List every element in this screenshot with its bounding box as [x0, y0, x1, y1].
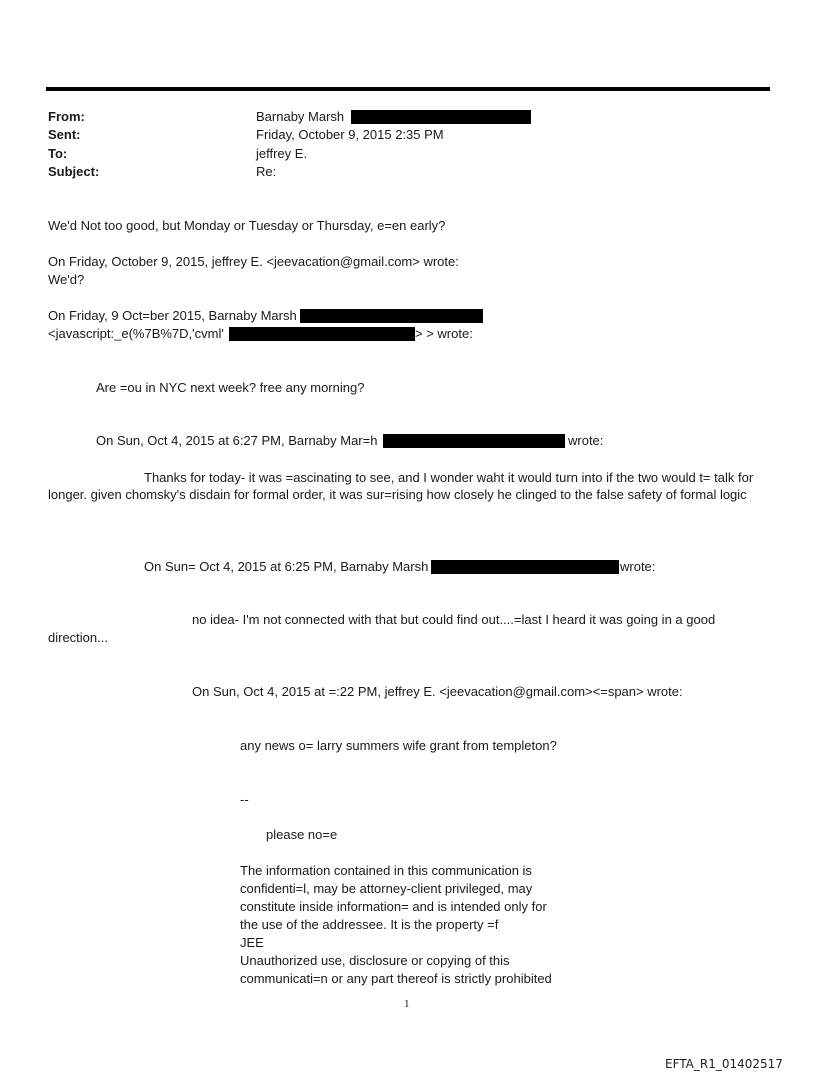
- disclaimer-line: confidenti=l, may be attorney-client privileged, may: [240, 881, 533, 896]
- sent-value: Friday, October 9, 2015 2:35 PM: [256, 127, 444, 142]
- disclaimer-line: JEE: [240, 935, 264, 950]
- body-line: > > wrote:: [415, 326, 473, 341]
- subject-label: Subject:: [48, 164, 100, 179]
- disclaimer-line: The information contained in this communication is: [240, 863, 532, 878]
- body-line: On Friday, October 9, 2015, jeffrey E. <jeevacation@gmail.com> wrote:: [48, 254, 459, 269]
- disclaimer-line: the use of the addressee. It is the property =f: [240, 917, 499, 932]
- to-value: jeffrey E.: [256, 146, 308, 161]
- to-label: To:: [48, 146, 68, 161]
- body-line: any news o= larry summers wife grant from templeton?: [240, 738, 557, 753]
- from-label: From:: [48, 109, 85, 124]
- signature-separator: --: [240, 792, 249, 807]
- body-line: On Friday, 9 Oct=ber 2015, Barnaby Marsh: [48, 308, 297, 323]
- body-line: On Sun= Oct 4, 2015 at 6:25 PM, Barnaby Marsh: [144, 559, 429, 574]
- body-paragraph: Thanks for today- it was =ascinating to see, and I wonder waht it would turn into if the two would t= talk for longer. given chomsky's disdain for formal order, it was sur=rising how closely he clinged to the false safety of formal logic: [48, 470, 754, 502]
- redaction-box: [300, 309, 483, 323]
- sent-label: Sent:: [48, 127, 81, 142]
- body-line: direction...: [48, 630, 108, 645]
- subject-value: Re:: [256, 164, 277, 179]
- redaction-box: [431, 560, 619, 574]
- body-line: We'd Not too good, but Monday or Tuesday or Thursday, e=en early?: [48, 218, 446, 233]
- header-rule: [46, 87, 770, 91]
- body-line: Are =ou in NYC next week? free any morning?: [96, 380, 365, 395]
- from-value: Barnaby Marsh: [256, 109, 345, 124]
- redaction-box: [351, 110, 531, 124]
- body-line: <javascript:_e(%7B%7D,'cvml': [48, 326, 224, 341]
- body-line: On Sun, Oct 4, 2015 at 6:27 PM, Barnaby Mar=h: [96, 433, 378, 448]
- body-line: wrote:: [568, 433, 604, 448]
- disclaimer-line: constitute inside information= and is intended only for: [240, 899, 547, 914]
- body-line: On Sun, Oct 4, 2015 at =:22 PM, jeffrey E. <jeevacation@gmail.com><=span> wrote:: [192, 684, 683, 699]
- disclaimer-line: communicati=n or any part thereof is strictly prohibited: [240, 971, 552, 986]
- bates-number: EFTA_R1_01402517: [665, 1057, 783, 1071]
- page-number: 1: [404, 998, 410, 1010]
- body-line: We'd?: [48, 272, 85, 287]
- body-line: please no=e: [266, 827, 338, 842]
- redaction-box: [383, 434, 565, 448]
- redaction-box: [229, 327, 415, 341]
- body-line: no idea- I'm not connected with that but could find out....=last I heard it was going in a good: [192, 612, 716, 627]
- disclaimer-line: Unauthorized use, disclosure or copying of this: [240, 953, 510, 968]
- body-line: wrote:: [620, 559, 656, 574]
